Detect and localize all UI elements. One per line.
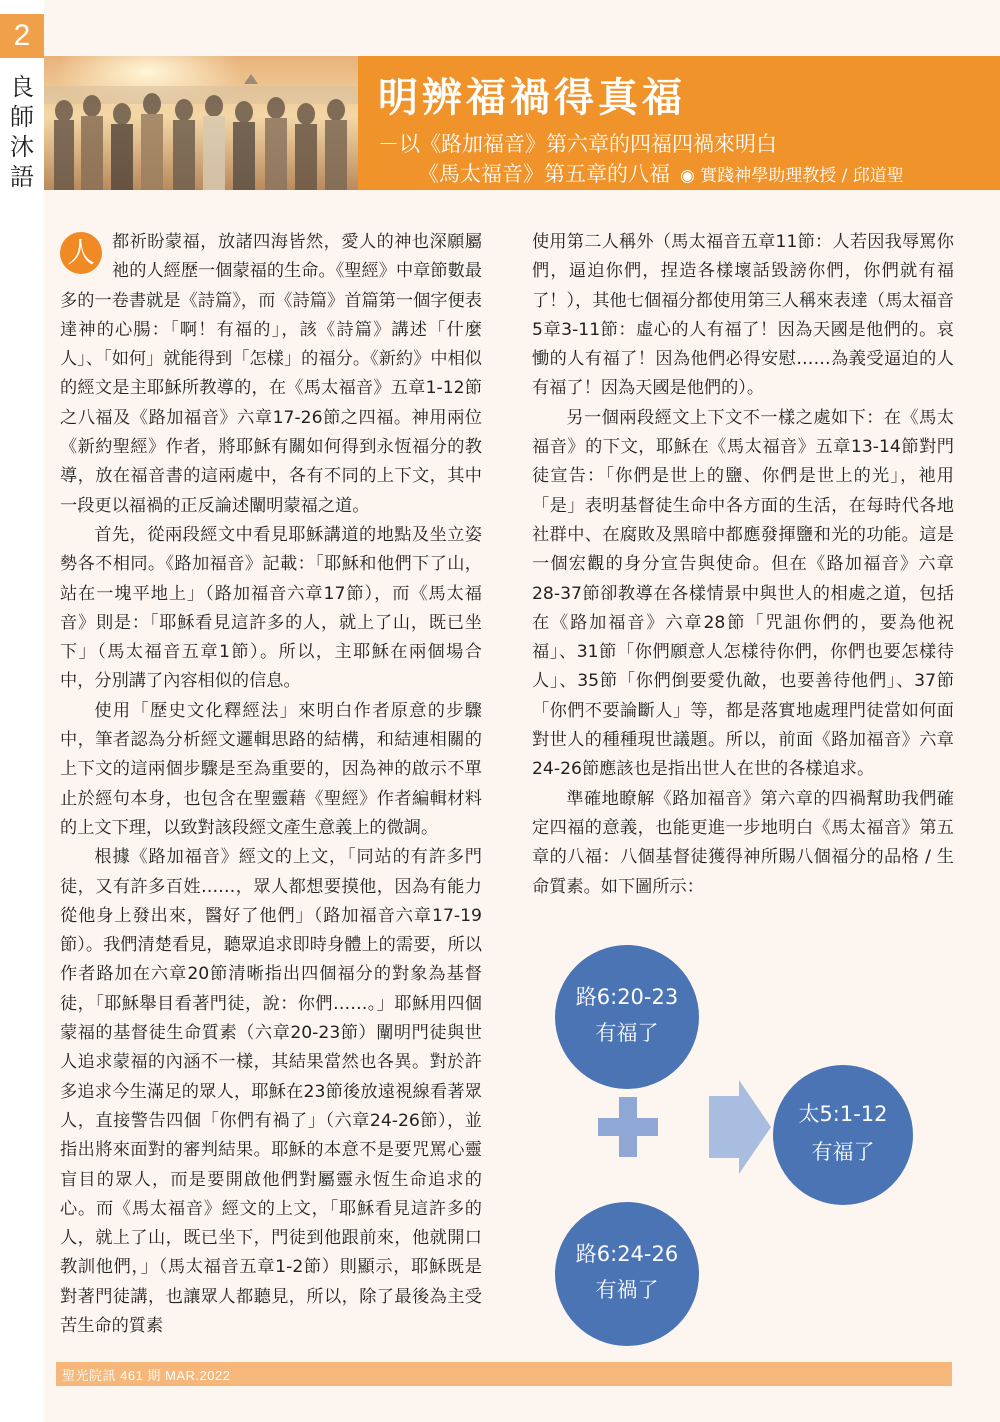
arrow-right-icon — [709, 1080, 771, 1174]
column-name-char: 語 — [10, 163, 34, 191]
side-strip — [0, 0, 44, 1422]
article-subtitle-line2: 《馬太福音》第五章的八福 — [418, 162, 670, 186]
circle-label-ref: 太5:1-12 — [798, 1102, 888, 1126]
paragraph-text: 都祈盼蒙福，放諸四海皆然，愛人的神也深願屬祂的人經歷一個蒙福的生命。《聖經》中章節數最多的一卷書就是《詩篇》，而《詩篇》首篇第一個字便表達神的心腸：「啊！有福的」，該《詩篇》講述「什麼人」、「如何」就能得到「怎樣」的福分。《新約》中相似的經文是主耶穌所教導的，在《馬太福音》五章1-12節之八福及《路加福音》六章17-26節之四福。神用兩位《新約聖經》作者，將耶穌有關如何得到永恆福分的教導，放在福音書的這兩處中，各有不同的上下文，其中一段更以福禍的正反論述闡明蒙福之道。 — [60, 232, 482, 516]
column-name-char: 沐 — [10, 133, 34, 161]
blessings-diagram — [555, 945, 915, 1325]
article-subtitle-line2-wrap — [418, 158, 904, 188]
paragraph: 準確地瞭解《路加福音》第六章的四禍幫助我們確定四福的意義，也能更進一步地明白《馬太福音》第五章的八福：八個基督徒獲得神所賜八個福分的品格 / 生命質素。如下圖所示： — [532, 788, 954, 897]
circle-label-ref: 路6:20-23 — [575, 985, 679, 1009]
circle-luke-woes — [555, 1202, 699, 1346]
paragraph: 另一個兩段經文上下文不一樣之處如下：在《馬太福音》的下文，耶穌在《馬太福音》五章13-14節對門徒宣告：「你們是世上的鹽、你們是世上的光」，祂用「是」表明基督徒生命中各方面的生活，在每時代各地社群中、在腐敗及黑暗中都應發揮鹽和光的功能。這是一個宏觀的身分宣告與使命。但在《路加福音》六章28-37節卻教導在各樣情景中與世人的相處之道，包括在《路加福音》六章28節「咒詛你們的，要為他祝福」、31節「你們願意人怎樣待你們，你們也要怎樣待人」、35節「你們倒要愛仇敵，也要善待他們」、37節「你們不要論斷人」等，都是落實地處理門徒當如何面對世人的種種現世議題。所以，前面《路加福音》六章24-26節應該也是指出世人在世的各樣追求。 — [532, 407, 954, 780]
column-name-char: 師 — [10, 103, 34, 131]
article-title: 明辨福禍得真福 — [378, 75, 686, 121]
column-name — [0, 72, 44, 192]
footer-bar — [56, 1362, 952, 1386]
circle-luke-blessings — [555, 945, 699, 1089]
right-column — [532, 228, 954, 902]
article-header — [44, 56, 1000, 190]
paragraph: 使用「歷史文化釋經法」來明白作者原意的步驟中，筆者認為分析經文邏輯思路的結構，和結連相關的上下文的這兩個步驟是至為重要的，因為神的啟示不單止於經句本身，也包含在聖靈藉《聖經》作者編輯材料的上文下理，以致對該段經文產生意義上的微調。 — [60, 700, 482, 838]
paragraph: 首先，從兩段經文中看見耶穌講道的地點及坐立姿勢各不相同。《路加福音》記載：「耶穌和他們下了山，站在一塊平地上」（路加福音六章17節），而《馬太福音》則是：「耶穌看見這許多的人，就上了山，既已坐下」（馬太福音五章1節）。所以，主耶穌在兩個場合中，分別講了內容相似的信息。 — [60, 524, 482, 692]
circle-label-text: 有福了 — [811, 1140, 875, 1164]
paragraph: 根據《路加福音》經文的上文，「同站的有許多門徒，又有許多百姓……，眾人都想要摸他，因為有能力從他身上發出來，醫好了他們」（路加福音六章17-19節）。我們清楚看見，聽眾追求即時身體上的需要，所以作者路加在六章20節清晰指出四個福分的對象為基督徒，「耶穌舉目看著門徒，說：你們……。」耶穌用四個蒙福的基督徒生命質素（六章20-23節）闡明門徒與世人追求蒙福的內涵不一樣，其結果當然也各異。對於許多追求今生滿足的眾人，耶穌在23節後放遠視線看著眾人，直接警告四個「你們有禍了」（六章24-26節），並指出將來面對的審判結果。耶穌的本意不是要咒罵心靈盲目的眾人，而是要開啟他們對屬靈永恆生命追求的心。而《馬太福音》經文的上文，「耶穌看見這許多的人，就上了山，既已坐下，門徒到他跟前來，他就開口教訓他們，」（馬太福音五章1-2節）則顯示，耶穌既是對著門徒講，也讓眾人都聽見，所以，除了最後為主受苦生命的質素 — [60, 847, 482, 1336]
page-number: 2 — [0, 14, 44, 58]
footer-issue: 聖光院訊 461 期 MAR.2022 — [62, 1368, 231, 1383]
header-illustration — [44, 56, 358, 190]
plus-icon — [598, 1097, 658, 1157]
paragraph — [60, 228, 482, 521]
column-name-char: 良 — [10, 73, 34, 101]
circle-matthew-beatitudes — [773, 1065, 913, 1205]
circle-label-text: 有禍了 — [595, 1278, 659, 1302]
drop-cap: 人 — [60, 232, 102, 274]
paragraph: 使用第二人稱外（馬太福音五章11節：人若因我辱罵你們，逼迫你們，捏造各樣壞話毀謗你們，你們就有福了！），其他七個福分都使用第三人稱來表達（馬太福音5章3-11節：虛心的人有福了！因為天國是他們的。哀慟的人有福了！因為他們必得安慰……為義受逼迫的人有福了！因為天國是他們的）。 — [532, 232, 954, 399]
circle-label-text: 有福了 — [595, 1021, 659, 1045]
article-subtitle-line1: －以《路加福音》第六章的四福四禍來明白 — [378, 132, 777, 156]
left-column — [60, 228, 482, 1341]
article-author: ◉ 實踐神學助理教授 / 邱道聖 — [680, 166, 904, 186]
circle-label-ref: 路6:24-26 — [575, 1242, 679, 1266]
